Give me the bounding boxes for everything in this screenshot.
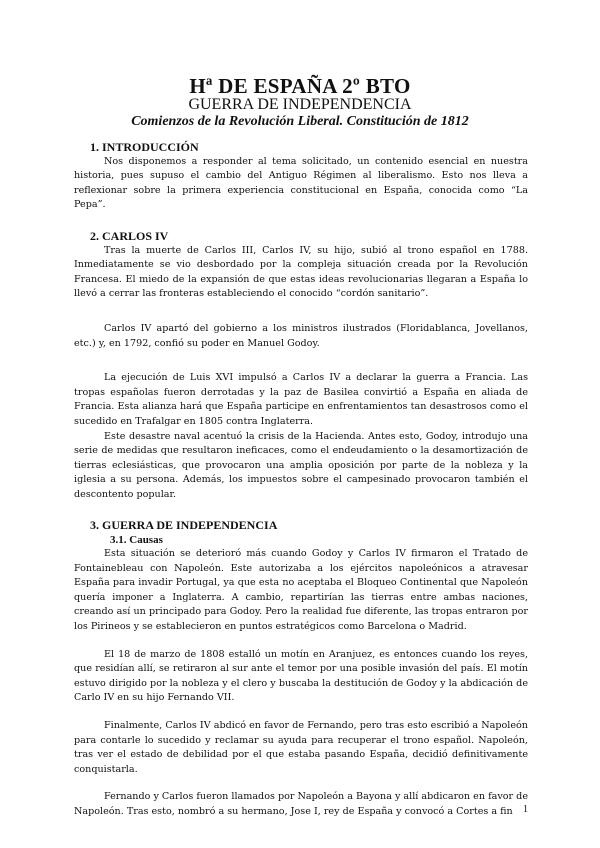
- paragraph: Finalmente, Carlos IV abdicó en favor de Fernando, pero tras esto escribió a Napoleón para contarle lo sucedido y reclamar su ayuda para recuperar el trono español. Napoleón, tras ver el estado de debilidad por el que estaba pasando España, decidió definitivamente conquistarla.: [74, 720, 528, 775]
- document-subtitle: GUERRA DE INDEPENDENCIA: [188, 96, 412, 113]
- document-subtitle-italic: Comienzos de la Revolución Liberal. Constitución de 1812: [131, 114, 469, 129]
- paragraph: Nos disponemos a responder al tema solicitado, un contenido esencial en nuestra historia, pues supuso el cambio del Antiguo Régimen al liberalismo. Esto nos lleva a reflexionar sobre la primera experiencia constitucional en España, conocida como “La Pepa”.: [74, 155, 528, 211]
- document-title: Hª DE ESPAÑA 2º BTO: [189, 74, 411, 98]
- paragraph: Esta situación se deterioró más cuando Godoy y Carlos IV firmaron el Tratado de Fontainebleau con Napoleón. Este autorizaba a los ejércitos napoleónicos a atravesar España para invadir Portugal, ya que esta no aceptaba el Bloqueo Continental que Napoleón quería imponer a Inglaterra. A cambio, repartirían las tierras entre ambas naciones, creando así un principado para Godoy. Pero la realidad fue diferente, las tropas entraron por los Pirineos y se establecieron en puntos estratégicos como Barcelona o Madrid.: [74, 548, 528, 633]
- document-body: [74, 136, 528, 820]
- section-heading-carlos-iv: 2. CARLOS IV: [90, 228, 169, 243]
- section-heading-guerra-independencia: 3. GUERRA DE INDEPENDENCIA: [90, 518, 278, 533]
- paragraph: Fernando y Carlos fueron llamados por Napoleón a Bayona y allí abdicaron en favor de Napoleón. Tras esto, nombró a su hermano, Jose I, rey de España y convocó a Cortes a fin: [74, 791, 528, 817]
- paragraph: Este desastre naval acentuó la crisis de la Hacienda. Antes esto, Godoy, introdujo una serie de medidas que resultaron ineficaces, como el endeudamiento o la desamortización de tierras eclesiásticas, que provocaron una amplia oposición por parte de la nobleza y la iglesia a su persona. Además, los impuestos sobre el campesinado provocaron también el descontento popular.: [74, 430, 528, 500]
- page-number: 1: [523, 804, 528, 815]
- paragraph: Carlos IV apartó del gobierno a los ministros ilustrados (Floridablanca, Jovellanos, etc.) y, en 1792, confió su poder en Manuel Godoy.: [74, 322, 528, 349]
- subsection-heading-causas: 3.1. Causas: [110, 534, 163, 547]
- paragraph: La ejecución de Luis XVI impulsó a Carlos IV a declarar la guerra a Francia. Las tropas españolas fueron derrotadas y la paz de Basilea convirtió a España en aliada de Francia. Esta alianza hará que España participe en enfrentamientos tan desastrosos como el sucedido en Trafalgar en 1805 contra Inglaterra.: [74, 372, 528, 427]
- paragraph: Tras la muerte de Carlos III, Carlos IV, su hijo, subió al trono español en 1788. Inmediatamente se vio desbordado por la compleja situación creada por la Revolución Francesa. El miedo de la expansión de que estas ideas revolucionarias llegaran a España lo llevó a cerrar las fronteras estableciendo el conocido “cordón sanitario”.: [74, 244, 528, 300]
- section-heading-introduccion: 1. INTRODUCCIÓN: [90, 140, 199, 154]
- paragraph: El 18 de marzo de 1808 estalló un motín en Aranjuez, es entonces cuando los reyes, que residían allí, se retiraron al sur ante el temor por una posible invasión del país. El motín estuvo dirigido por la nobleza y el clero y buscaba la destitución de Godoy y la abdicación de Carlo IV en su hijo Fernando VII.: [74, 648, 528, 704]
